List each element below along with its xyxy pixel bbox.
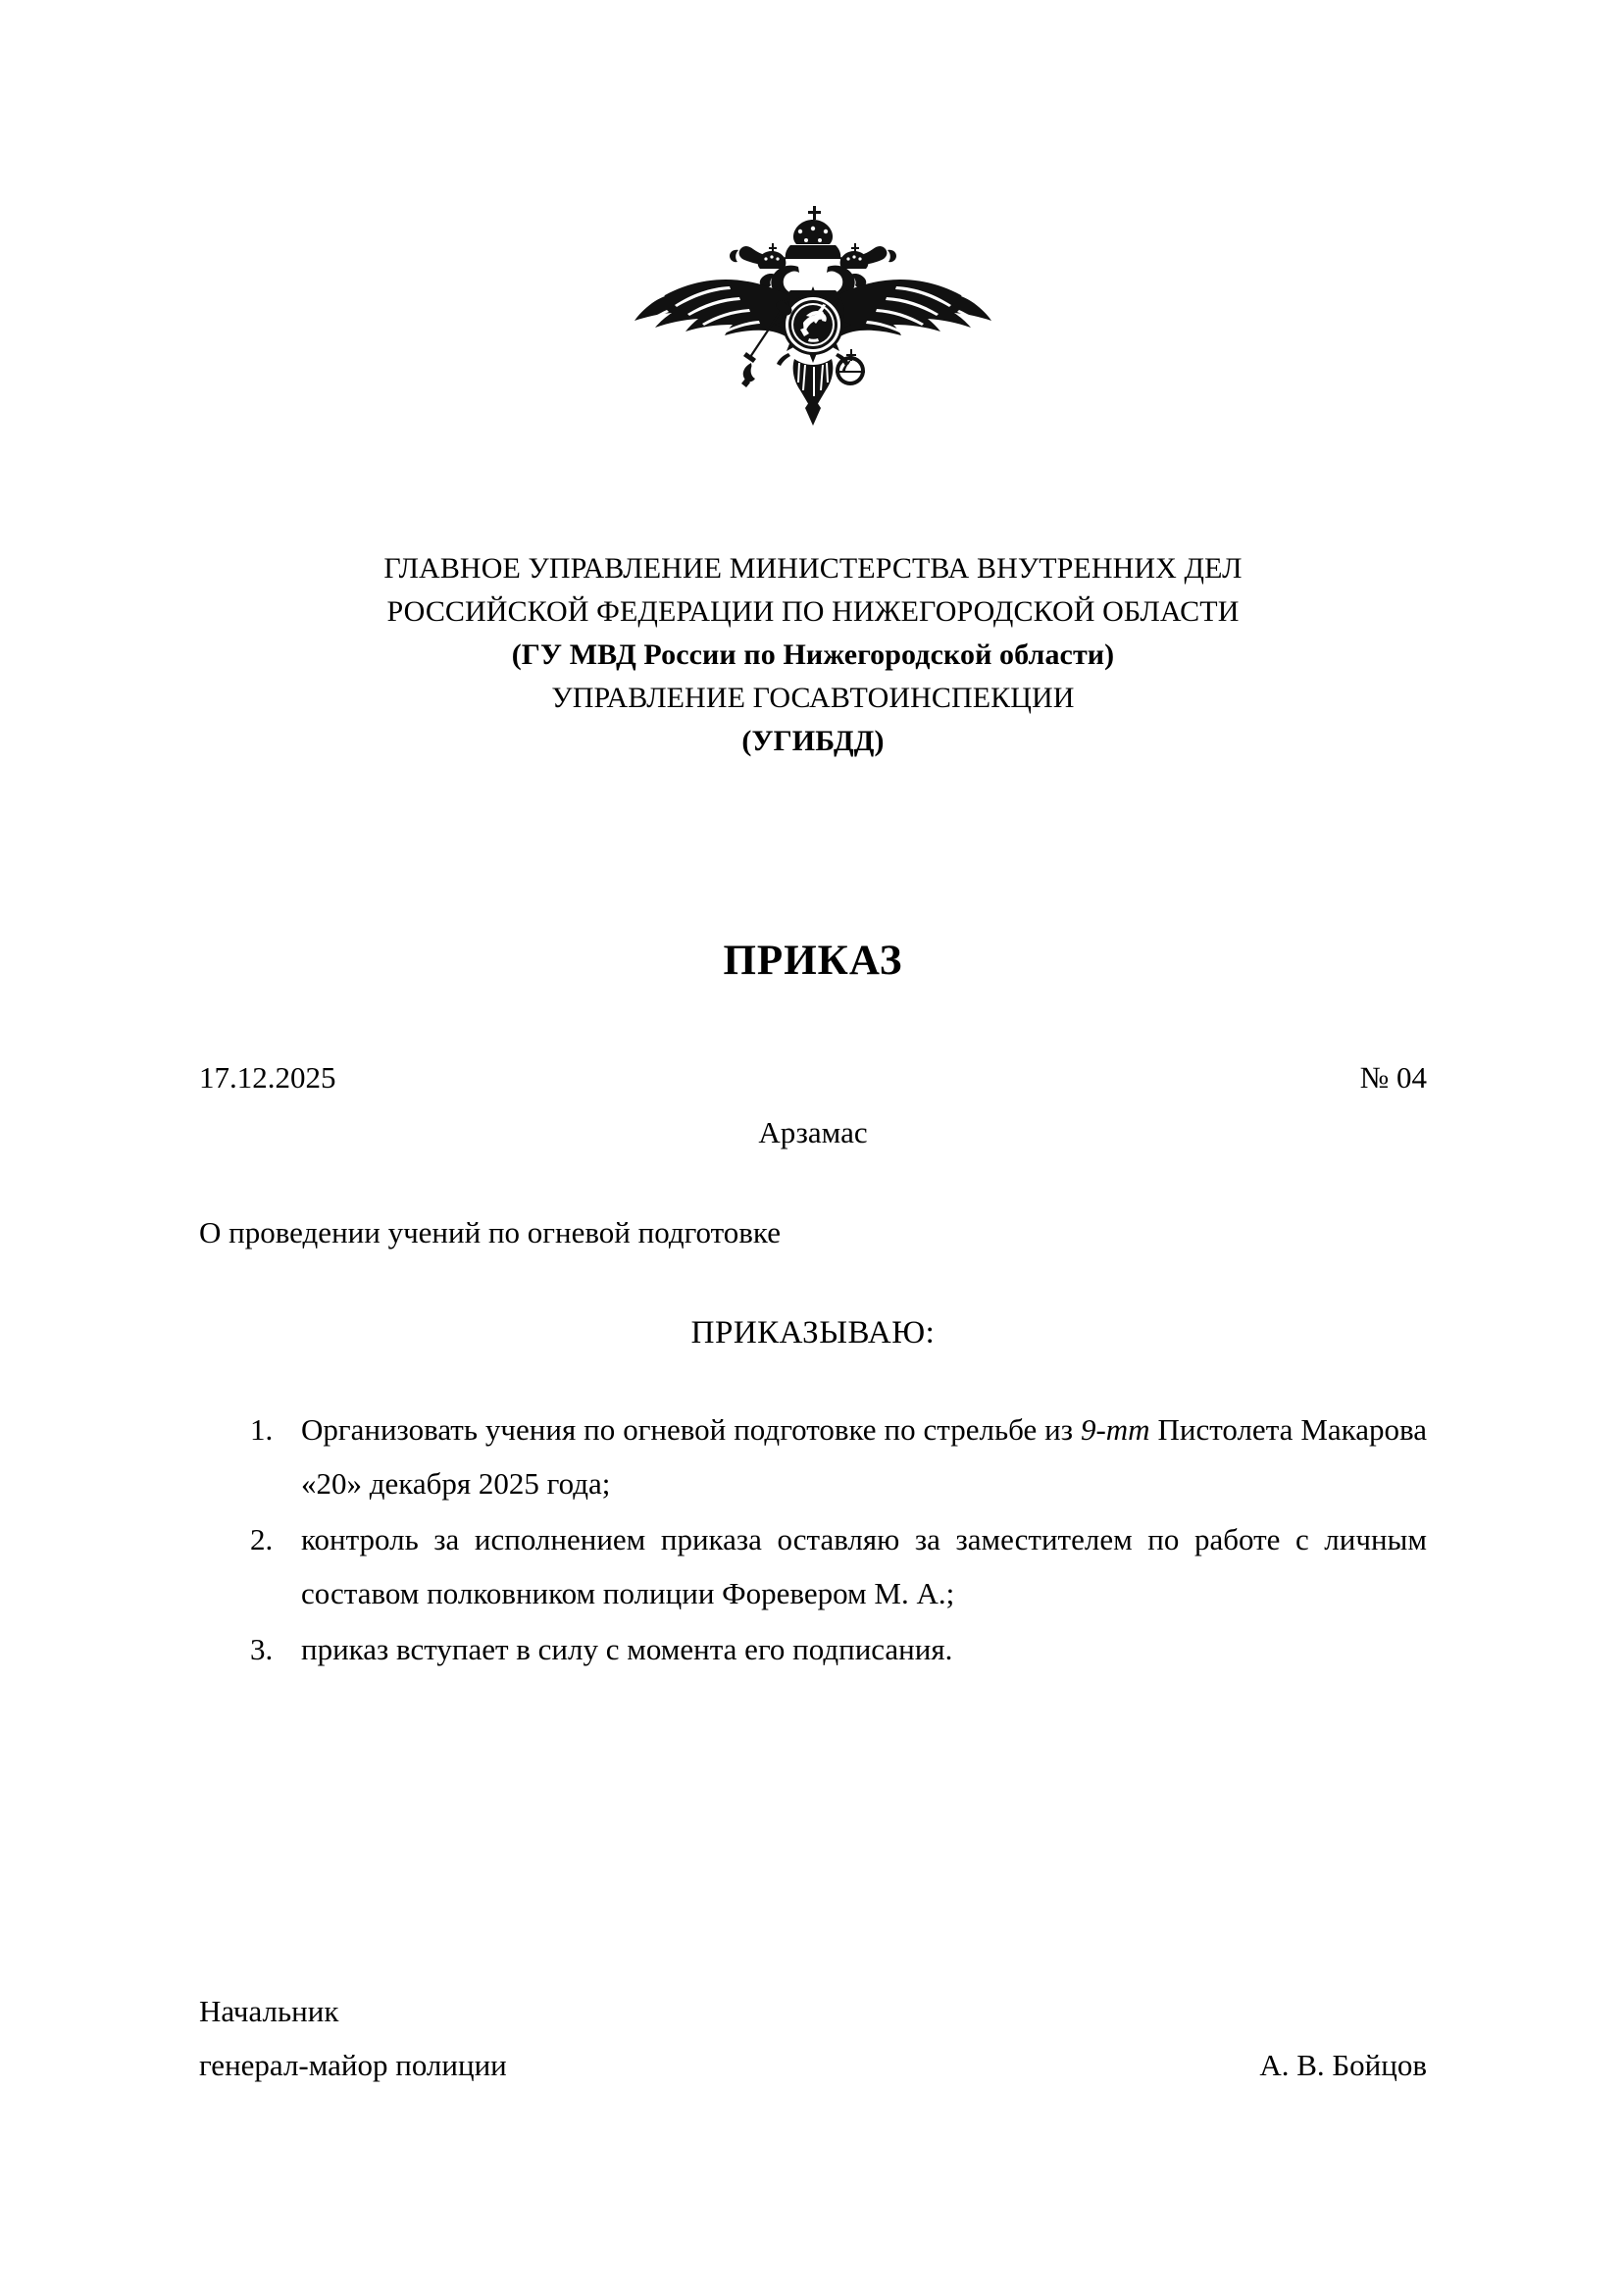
- order-item-text-italic: 9-mm: [1080, 1412, 1150, 1447]
- mvd-eagle-emblem-icon: [612, 196, 1014, 432]
- document-date: 17.12.2025: [199, 1060, 336, 1095]
- signature-block: [199, 1984, 1427, 2092]
- org-header-line-2: РОССИЙСКОЙ ФЕДЕРАЦИИ ПО НИЖЕГОРОДСКОЙ ОБЛАСТИ: [386, 595, 1240, 628]
- order-item-marker: 2.: [250, 1522, 274, 1556]
- order-item-text-after: Пистолета Макарова «20» декабря 2025 года;: [301, 1412, 1427, 1501]
- document-content: [199, 0, 1427, 2294]
- order-item-marker: 1.: [250, 1412, 274, 1447]
- order-item-text: [301, 1402, 1427, 1510]
- order-item: [199, 1402, 1427, 1510]
- document-subject: О проведении учений по огневой подготовке: [199, 1215, 781, 1249]
- signatory-name: А. В. Бойцов: [1259, 2048, 1427, 2082]
- order-item-text: [301, 1512, 1427, 1620]
- org-header-line-3: (ГУ МВД России по Нижегородской области): [511, 638, 1115, 671]
- order-item: [199, 1512, 1427, 1620]
- order-item-marker: 3.: [250, 1632, 274, 1666]
- order-item-text-before: контроль за исполнением приказа оставляю за заместителем по работе с личным составом полковником полиции Форевером М. А.;: [301, 1522, 1427, 1610]
- signatory-role-line-1: Начальник: [199, 1994, 339, 2028]
- order-keyword: ПРИКАЗЫВАЮ:: [690, 1315, 936, 1351]
- order-item-text-before: приказ вступает в силу с момента его подписания.: [301, 1632, 953, 1666]
- org-header-line-4: УПРАВЛЕНИЕ ГОСАВТОИНСПЕКЦИИ: [551, 682, 1075, 714]
- order-item: [199, 1622, 1427, 1676]
- document-meta-row: [199, 1060, 1427, 1096]
- order-item-text-before: Организовать учения по огневой подготовке по стрельбе из: [301, 1412, 1081, 1447]
- signatory-rank: генерал-майор полиции: [199, 2048, 507, 2082]
- order-item-text: [301, 1622, 1427, 1676]
- document-city: Арзамас: [758, 1115, 868, 1149]
- document-title: ПРИКАЗ: [723, 938, 903, 984]
- org-header-line-5: (УГИБДД): [741, 725, 885, 757]
- signatory-role-line-2-row: [199, 2038, 1427, 2092]
- organization-header: [199, 547, 1427, 763]
- org-header-line-1: ГЛАВНОЕ УПРАВЛЕНИЕ МИНИСТЕРСТВА ВНУТРЕННИХ ДЕЛ: [383, 552, 1243, 585]
- order-items-list: [199, 1402, 1427, 1678]
- document-number: № 04: [1359, 1060, 1427, 1095]
